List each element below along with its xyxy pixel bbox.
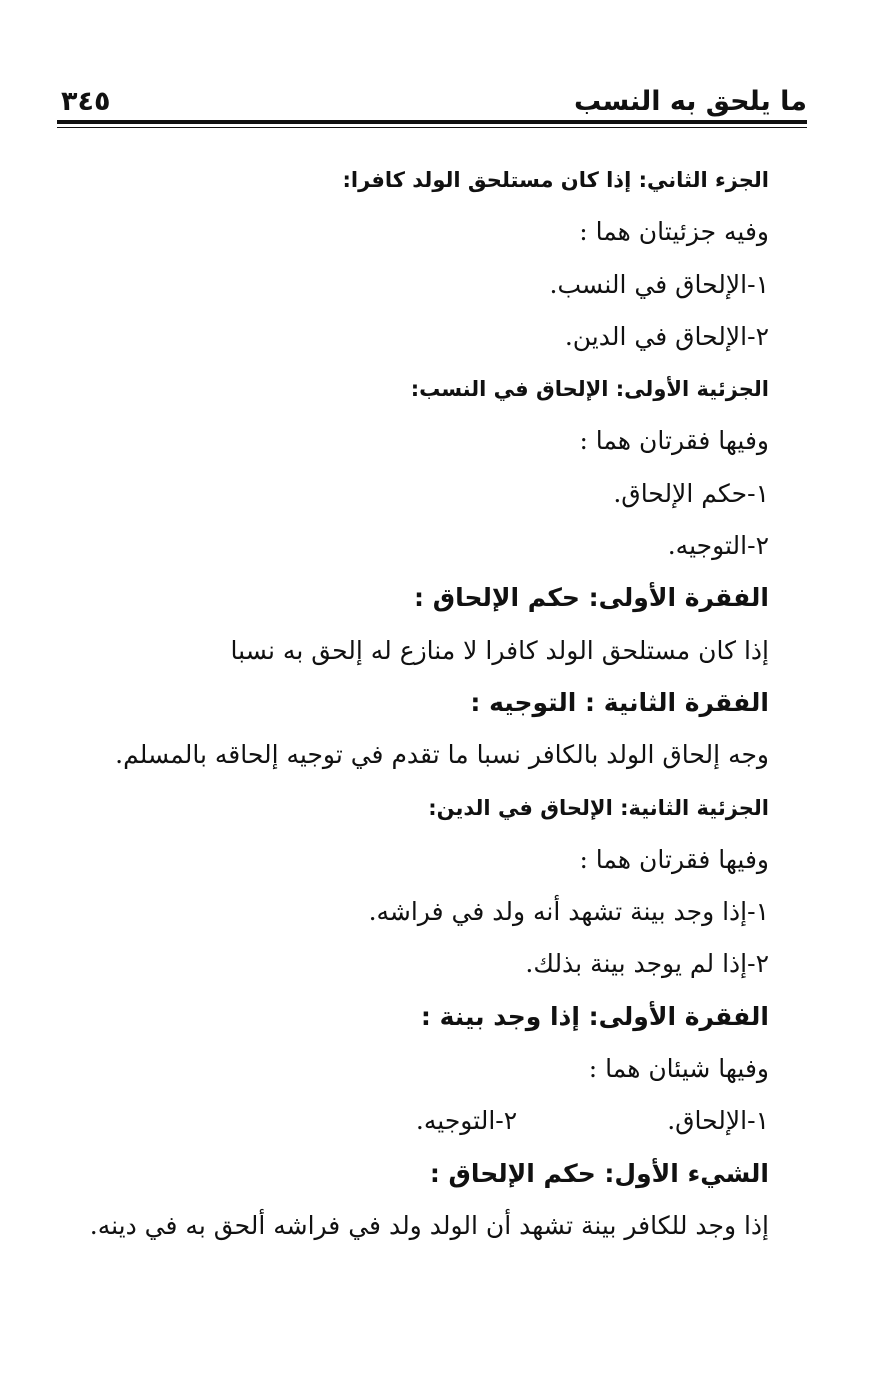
list-pair: [100, 1095, 769, 1147]
paragraph: وفيها شيئان هما :: [588, 1054, 769, 1084]
header-rule-thick: [57, 120, 807, 124]
paragraph: وجه إلحاق الولد بالكافر نسبا ما تقدم في توجيه إلحاقه بالمسلم.: [115, 740, 769, 770]
paragraph-heading: الشيء الأول: حكم الإلحاق :: [429, 1158, 769, 1188]
paragraph-heading: الفقرة الثانية : التوجيه :: [470, 687, 769, 717]
page-number: ٣٤٥: [61, 86, 111, 117]
running-header: [57, 84, 807, 128]
paragraph: إذا وجد للكافر بينة تشهد أن الولد ولد في فراشه ألحق به في دينه.: [89, 1210, 769, 1240]
paragraph: وفيه جزئيتان هما :: [579, 217, 769, 247]
subsection-heading: الجزئية الثانية: الإلحاق في الدين:: [428, 795, 769, 820]
list-item: ١-الإلحاق.: [667, 1106, 769, 1136]
paragraph: إذا كان مستلحق الولد كافرا لا منازع له إلحق به نسبا: [230, 635, 769, 665]
list-item: ٢-التوجيه.: [415, 1106, 518, 1136]
running-title: ما يلحق به النسب: [574, 86, 807, 117]
section-heading: الجزء الثاني: إذا كان مستلحق الولد كافرا:: [342, 168, 769, 192]
list-item: ١-حكم الإلحاق.: [613, 478, 769, 508]
paragraph: وفيها فقرتان هما :: [579, 426, 769, 456]
paragraph: وفيها فقرتان هما :: [579, 844, 769, 874]
list-item: ٢-الإلحاق في الدين.: [564, 321, 769, 351]
paragraph-heading: الفقرة الأولى: حكم الإلحاق :: [414, 583, 769, 613]
page-body: [89, 154, 769, 1252]
subsection-heading: الجزئية الأولى: الإلحاق في النسب:: [410, 377, 769, 402]
header-rule-thin: [57, 127, 807, 128]
paragraph-heading: الفقرة الأولى: إذا وجد بينة :: [420, 1001, 769, 1031]
list-item: ٢-إذا لم يوجد بينة بذلك.: [525, 949, 769, 979]
list-item: ٢-التوجيه.: [667, 531, 769, 561]
list-item: ١-إذا وجد بينة تشهد أنه ولد في فراشه.: [368, 897, 769, 927]
list-item: ١-الإلحاق في النسب.: [549, 269, 769, 299]
